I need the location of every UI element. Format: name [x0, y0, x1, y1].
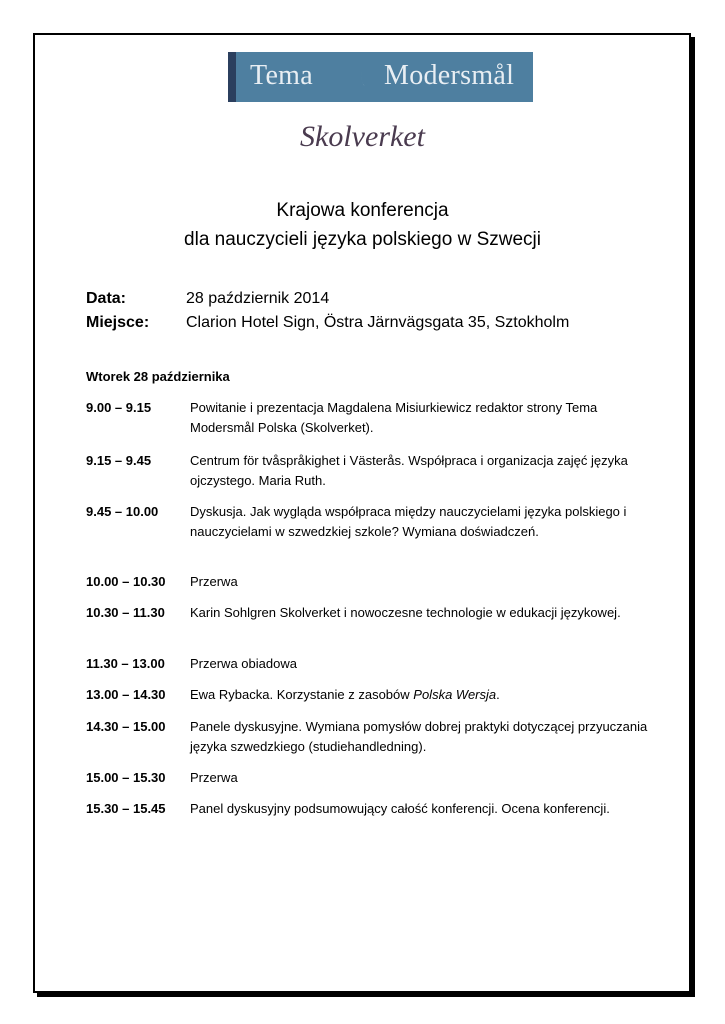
date-label: Data:	[86, 290, 127, 307]
schedule-desc: Przerwa obiadowa	[190, 656, 297, 671]
schedule-time: 9.45 – 10.00	[86, 504, 159, 519]
schedule-desc: Karin Sohlgren Skolverket i nowoczesne technologie w edukacji językowej.	[190, 605, 621, 620]
schedule-desc: Centrum för tvåspråkighet i Västerås. Współpraca i organizacja zajęć języka ojczystego. Maria Ruth.	[190, 453, 628, 488]
crescent-moon-icon	[358, 62, 384, 92]
desc-text: Ewa Rybacka. Korzystanie z zasobów	[190, 687, 414, 702]
schedule-desc: Przerwa	[190, 574, 238, 589]
schedule-time: 11.30 – 13.00	[86, 656, 165, 671]
logo-strip	[228, 52, 236, 102]
schedule-time: 10.30 – 11.30	[86, 605, 165, 620]
schedule-time: 15.00 – 15.30	[86, 770, 166, 785]
schedule-time: 13.00 – 14.30	[86, 687, 166, 702]
logo-text-left: Tema	[250, 60, 313, 91]
schedule-desc: Dyskusja. Jak wygląda współpraca między nauczycielami języka polskiego i nauczycielami w szwedzkiej szkole? Wymiana doświadczeń.	[190, 504, 627, 539]
logo-text-right: Modersmål	[384, 60, 515, 91]
schedule-time: 15.30 – 15.45	[86, 801, 166, 816]
skolverket-brand: Skolverket	[300, 120, 425, 153]
schedule-desc: Powitanie i prezentacja Magdalena Misiurkiewicz redaktor strony Tema Modersmål Polska (Skolverket).	[190, 400, 598, 435]
date-value: 28 październik 2014	[186, 290, 330, 307]
schedule-desc: Panel dyskusyjny podsumowujący całość konferencji. Ocena konferencji.	[190, 801, 610, 816]
schedule-time: 10.00 – 10.30	[86, 574, 166, 589]
schedule-time: 9.15 – 9.45	[86, 453, 152, 468]
schedule-time: 14.30 – 15.00	[86, 719, 166, 734]
place-value: Clarion Hotel Sign, Östra Järnvägsgata 35, Sztokholm	[186, 314, 570, 331]
schedule-desc	[190, 685, 660, 705]
day-heading: Wtorek 28 października	[86, 369, 230, 384]
schedule-time: 9.00 – 9.15	[86, 400, 152, 415]
schedule-desc: Panele dyskusyjne. Wymiana pomysłów dobrej praktyki dotyczącej przyuczania języka szwedzkiego (studiehandledning).	[190, 719, 648, 754]
schedule-desc: Przerwa	[190, 770, 238, 785]
title-line-2: dla nauczycieli języka polskiego w Szwecji	[184, 229, 541, 250]
desc-tail: .	[496, 687, 500, 702]
place-label: Miejsce:	[86, 314, 150, 331]
tema-modersmal-logo	[228, 52, 533, 102]
desc-emphasis: Polska Wersja	[413, 687, 497, 702]
title-line-1: Krajowa konferencja	[276, 200, 449, 221]
